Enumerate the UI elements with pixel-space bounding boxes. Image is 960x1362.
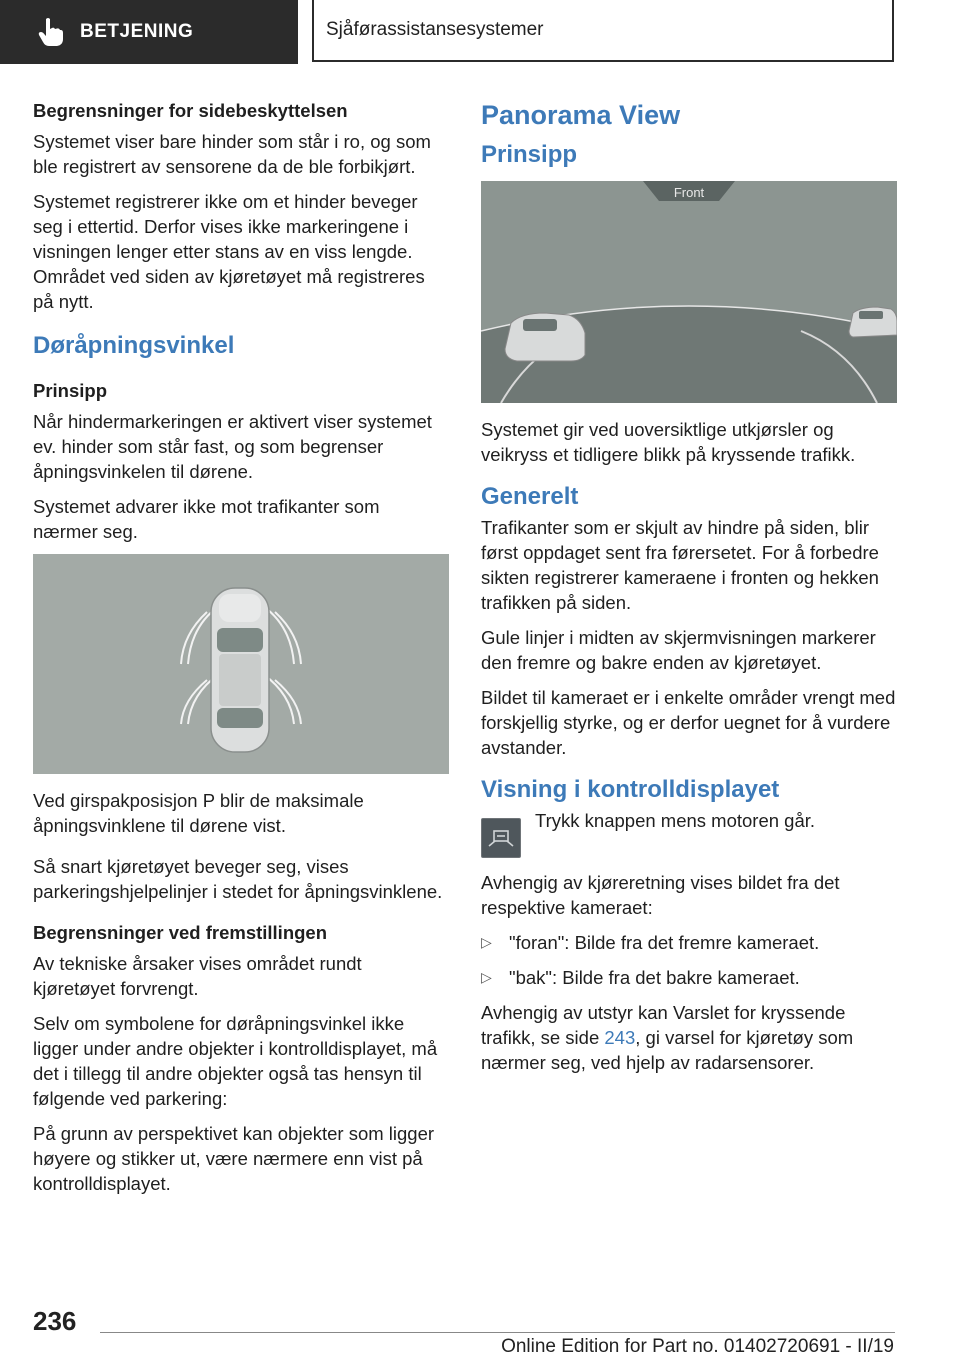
paragraph-text: , gi varsel for kjøretøy som nærmer seg, ved hjelp av radarsensorer.	[481, 1027, 854, 1073]
panorama-figure	[481, 181, 897, 403]
heading-side-protection-limits: Begrensninger for sidebeskyttelsen	[33, 100, 348, 121]
heading-representation-limits: Begrensninger ved fremstillingen	[33, 922, 328, 943]
page-link-243[interactable]: 243	[604, 1027, 636, 1048]
heading-general: Generelt	[481, 483, 579, 510]
paragraph: Gule linjer i midten av skjermvisningen markerer den fremre og bakre enden av kjøretøyet.	[481, 627, 876, 673]
camera-view-icon	[487, 826, 515, 850]
edition-text: Online Edition for Part no. 01402720691 - II/19	[501, 1336, 894, 1357]
paragraph: Systemet viser bare hinder som står i ro, og som ble registrert av sensorene da de ble forbikjørt.	[33, 131, 431, 177]
left-column	[33, 98, 449, 1206]
section-label: BETJENING	[80, 21, 194, 42]
paragraph: Bildet til kameraet er i enkelte områder vrengt med forskjellig styrke, og er derfor uegnet for å vurdere avstander.	[481, 687, 896, 758]
footer-divider	[100, 1332, 895, 1333]
camera-button-row	[481, 808, 897, 858]
front-label: Front	[673, 185, 705, 200]
page-footer	[0, 1296, 960, 1362]
camera-button-icon[interactable]	[481, 818, 521, 858]
list-item-text: "bak": Bilde fra det bakre kameraet.	[509, 967, 800, 988]
left-car-illustration	[505, 313, 585, 361]
heading-principle: Prinsipp	[481, 141, 578, 168]
car-top-view-illustration	[33, 554, 449, 774]
chapter-tab[interactable]	[312, 0, 894, 62]
paragraph: Selv om symbolene for døråpningsvinkel ikke ligger under andre objekter i kontrolldisplayet, må det i tillegg til andre objekter også tas hensyn til følgende ved parkering:	[33, 1013, 438, 1109]
heading-panorama-view: Panorama View	[481, 100, 681, 130]
list-item	[481, 965, 897, 990]
panorama-view-illustration	[481, 181, 897, 403]
paragraph-cross-traffic	[481, 1000, 897, 1075]
paragraph: På grunn av perspektivet kan objekter som ligger høyere og stikker ut, være nærmere enn vist på kontrolldisplayet.	[33, 1123, 435, 1194]
heading-principle: Prinsipp	[33, 380, 108, 401]
paragraph: Systemet gir ved uoversiktlige utkjørsler og veikryss et tidligere blikk på kryssende trafikk.	[481, 419, 856, 465]
heading-control-display: Visning i kontrolldisplayet	[481, 776, 780, 803]
page-header	[0, 0, 960, 66]
section-tab[interactable]	[0, 0, 298, 64]
triangle-bullet-icon: ▷	[481, 969, 492, 985]
page-number: 236	[33, 1306, 77, 1336]
paragraph: Trafikanter som er skjult av hindre på siden, blir først oppdaget sent fra førersetet. For å forbedre sikten registrerer kameraene i fronten og hekken trafikken på siden.	[481, 517, 879, 613]
paragraph: Systemet advarer ikke mot trafikanter som nærmer seg.	[33, 496, 380, 542]
paragraph: Når hindermarkeringen er aktivert viser systemet ev. hinder som står fast, og som begrenser åpningsvinkelen til dørene.	[33, 411, 432, 482]
right-column	[481, 100, 897, 1085]
paragraph: Systemet registrerer ikke om et hinder beveger seg i ettertid. Derfor vises ikke markeringene i visningen lenger etter stans av en viss lengde. Området ved siden av kjøretøyet må registreres på nytt.	[33, 191, 425, 312]
triangle-bullet-icon: ▷	[481, 934, 492, 950]
paragraph: Avhengig av kjøreretning vises bildet fra det respektive kameraet:	[481, 872, 840, 918]
heading-door-opening-angle: Døråpningsvinkel	[33, 332, 235, 359]
list-item	[481, 930, 897, 955]
right-car-illustration	[849, 307, 897, 337]
chapter-label: Sjåførassistansesystemer	[326, 19, 544, 40]
button-instruction: Trykk knappen mens motoren går.	[535, 810, 816, 831]
paragraph-text: Avhengig av utstyr kan Varslet for kryssende trafikk, se side	[481, 1002, 846, 1048]
list-item-text: "foran": Bilde fra det fremre kameraet.	[509, 932, 820, 953]
door-angle-figure	[33, 554, 449, 774]
paragraph: Av tekniske årsaker vises området rundt kjøretøyet forvrengt.	[33, 953, 362, 999]
pointing-hand-icon	[38, 17, 64, 47]
paragraph: Ved girspakposisjon P blir de maksimale åpningsvinklene til dørene vist.	[33, 790, 364, 836]
paragraph: Så snart kjøretøyet beveger seg, vises parkeringshjelpelinjer i stedet for åpningsvinklene.	[33, 856, 443, 902]
